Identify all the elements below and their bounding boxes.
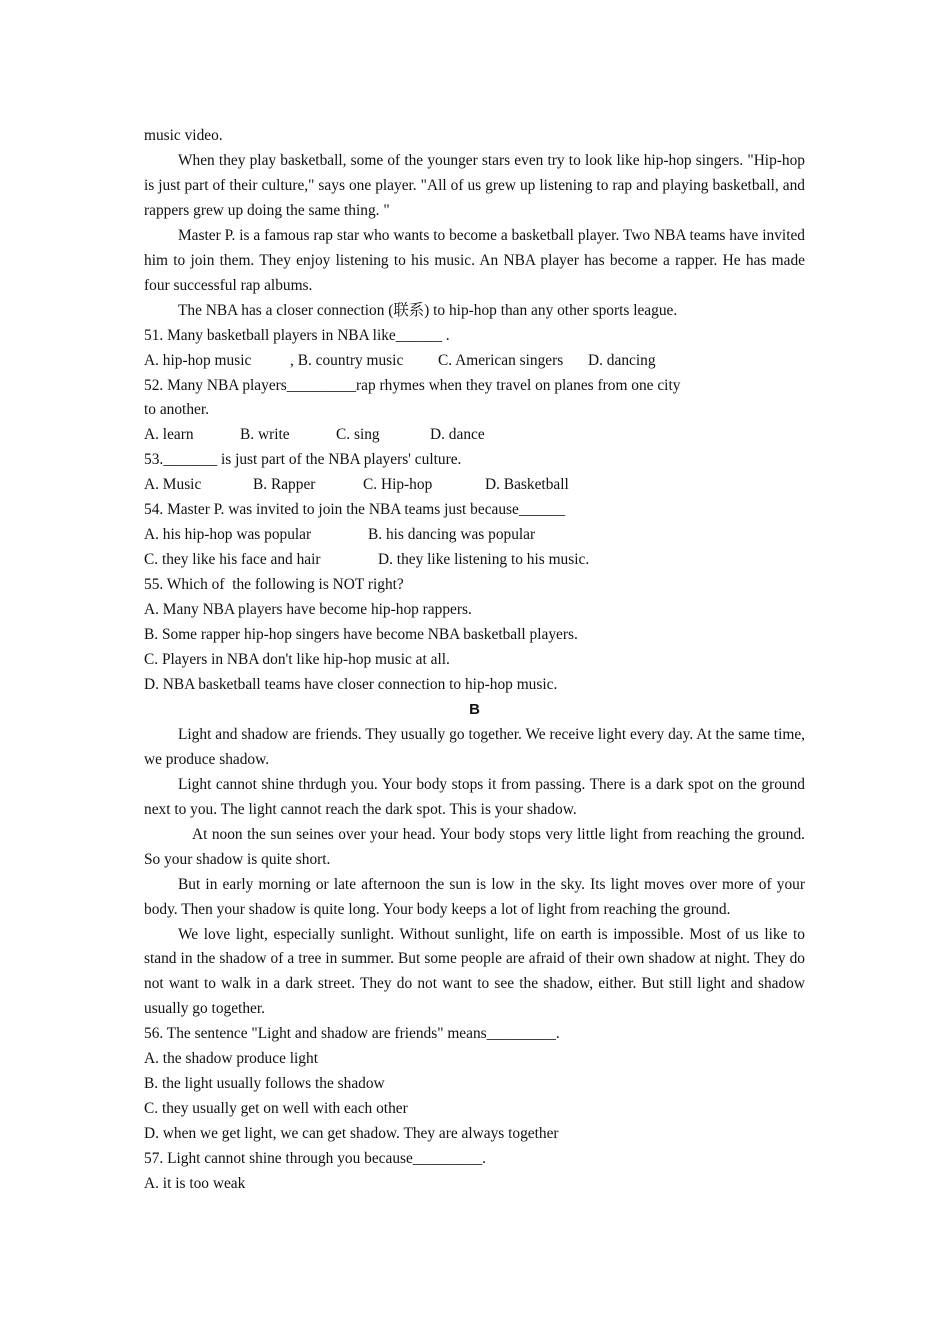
option-a: A. learn	[144, 426, 194, 444]
passage-b-paragraph-2: Light cannot shine thrdugh you. Your body stops it from passing. There is a dark spot on the ground next to you. The light cannot reach the dark spot. This is your shadow.	[144, 775, 805, 818]
question-56-option-b: B. the light usually follows the shadow	[144, 1075, 385, 1093]
passage-b-paragraph-1: Light and shadow are friends. They usually go together. We receive light every day. At the same time, we produce shadow.	[144, 725, 805, 768]
option-b: B. Rapper	[253, 476, 316, 494]
passage-a-paragraph-2: Master P. is a famous rap star who wants to become a basketball player. Two NBA teams have invited him to join them. They enjoy listening to his music. An NBA player has become a rapper. He has made four successful rap albums.	[144, 226, 805, 294]
option-c: C. American singers	[438, 351, 564, 369]
question-55-option-b: B. Some rapper hip-hop singers have become NBA basketball players.	[144, 626, 578, 644]
option-d: D. dancing	[588, 351, 656, 369]
question-53-options	[144, 473, 805, 498]
question-56-option-c: C. they usually get on well with each other	[144, 1100, 408, 1118]
option-a: A. hip-hop music	[144, 351, 252, 369]
question-52-stem: 52. Many NBA players_________rap rhymes when they travel on planes from one city	[144, 376, 681, 394]
question-57-option-a: A. it is too weak	[144, 1175, 246, 1193]
question-53-stem: 53._______ is just part of the NBA players' culture.	[144, 451, 462, 469]
document-page	[144, 124, 805, 1197]
question-51-stem: 51. Many basketball players in NBA like______ .	[144, 326, 450, 344]
passage-b-paragraph-3: At noon the sun seines over your head. Your body stops very little light from reaching the ground. So your shadow is quite short.	[144, 825, 805, 868]
option-d: D. dance	[430, 426, 485, 444]
question-54-options-row-1	[144, 523, 805, 548]
question-54-options-row-2	[144, 548, 805, 573]
option-b: , B. country music	[290, 351, 404, 369]
passage-a-paragraph-3: The NBA has a closer connection (联系) to hip-hop than any other sports league.	[178, 301, 678, 319]
question-51-options	[144, 349, 805, 374]
passage-a-fragment: music video.	[144, 127, 223, 144]
option-a: A. Music	[144, 476, 202, 494]
option-d: D. Basketball	[485, 476, 569, 494]
question-56-option-d: D. when we get light, we can get shadow. They are always together	[144, 1125, 559, 1143]
question-56-option-a: A. the shadow produce light	[144, 1050, 318, 1068]
question-55-stem: 55. Which of the following is NOT right?	[144, 576, 404, 594]
option-c: C. Hip-hop	[363, 476, 433, 494]
question-56-stem: 56. The sentence "Light and shadow are friends" means_________.	[144, 1025, 560, 1043]
option-d: D. they like listening to his music.	[378, 551, 590, 569]
option-c: C. sing	[336, 426, 380, 444]
question-55-option-d: D. NBA basketball teams have closer connection to hip-hop music.	[144, 675, 558, 693]
section-b-heading: B	[469, 700, 480, 718]
question-54-stem: 54. Master P. was invited to join the NBA teams just because______	[144, 501, 566, 519]
passage-b-paragraph-4: But in early morning or late afternoon the sun is low in the sky. Its light moves over more of your body. Then your shadow is quite long. Your body keeps a lot of light from reaching the ground.	[144, 875, 805, 918]
question-57-stem: 57. Light cannot shine through you because_________.	[144, 1150, 486, 1168]
option-c: C. they like his face and hair	[144, 551, 321, 569]
question-55-option-a: A. Many NBA players have become hip-hop rappers.	[144, 601, 472, 619]
question-55-option-c: C. Players in NBA don't like hip-hop music at all.	[144, 651, 450, 669]
passage-b-paragraph-5: We love light, especially sunlight. Without sunlight, life on earth is impossible. Most of us like to stand in the shadow of a tree in summer. But some people are afraid of their own shadow at night. They do not want to walk in a dark street. They do not want to see the shadow, either. But still light and shadow usually go together.	[144, 925, 805, 1018]
option-b: B. write	[240, 426, 290, 444]
question-52-stem-continued: to another.	[144, 401, 209, 419]
question-52-options	[144, 423, 805, 448]
passage-a-paragraph-1: When they play basketball, some of the younger stars even try to look like hip-hop singers. "Hip-hop is just part of their culture," says one player. "All of us grew up listening to rap and playing basketball, and rappers grew up doing the same thing. "	[144, 151, 805, 219]
option-b: B. his dancing was popular	[368, 526, 536, 544]
option-a: A. his hip-hop was popular	[144, 526, 312, 544]
